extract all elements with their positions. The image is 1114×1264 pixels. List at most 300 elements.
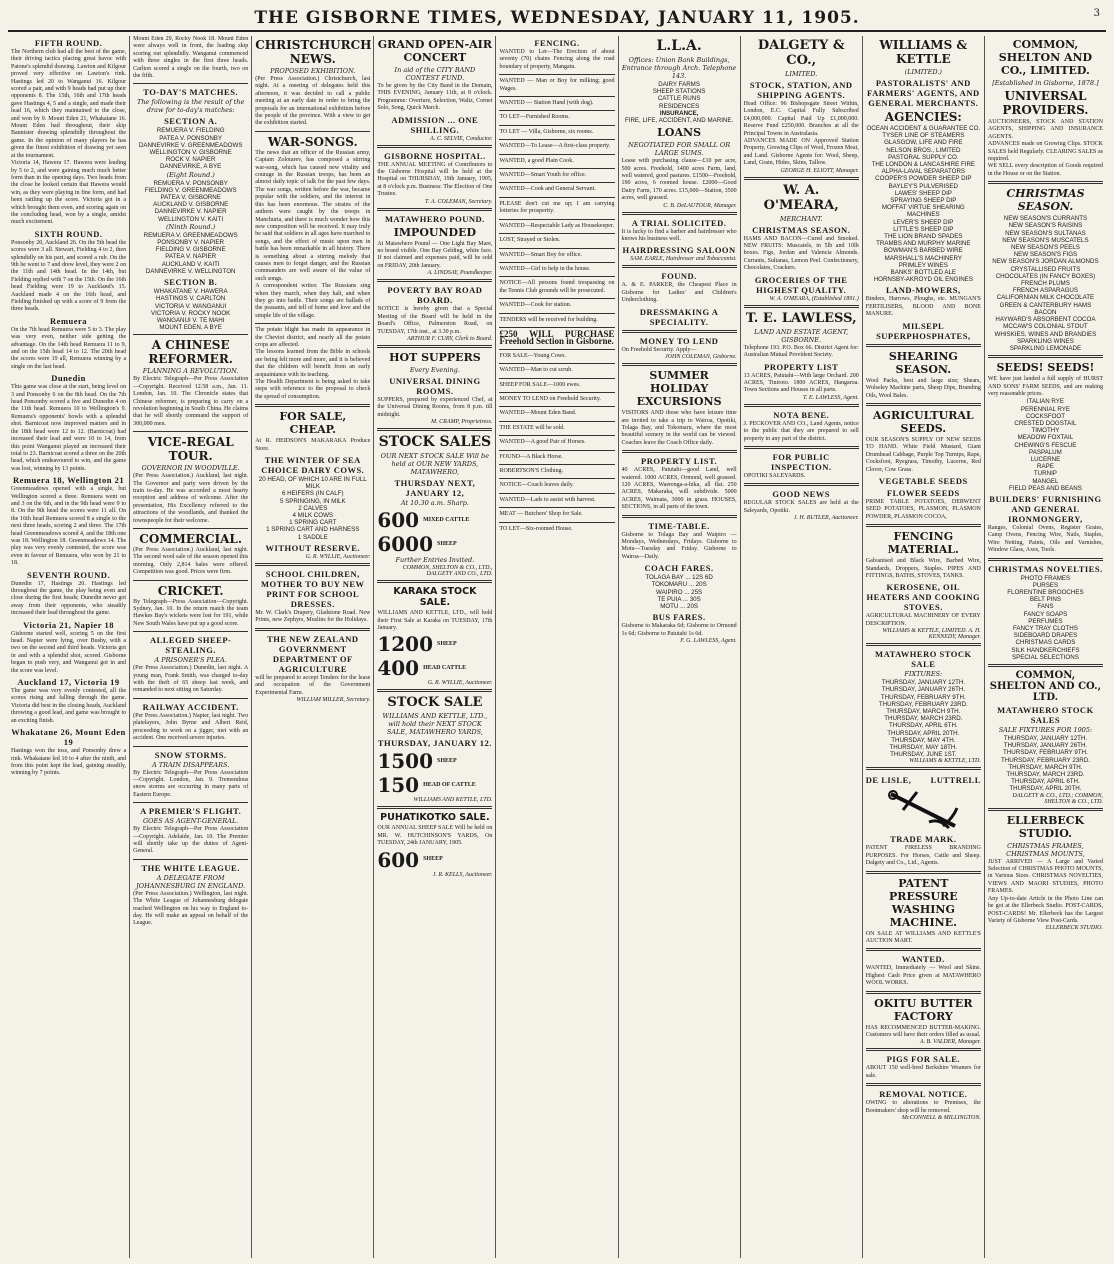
list-item: TIMOTHY xyxy=(1031,427,1060,435)
signature: T. A. COLEMAN, Secretary. xyxy=(425,198,493,205)
list-item: SPARKLING WINES xyxy=(1016,337,1074,345)
signature: WILLIAMS & KETTLE, LIMITED. A. H. KENNEDY, Manager. xyxy=(882,628,981,641)
ad-subtitle: NEGOTIATED FOR SMALL OR LARGE SUMS. xyxy=(628,141,731,158)
ad-subtitle: [Established in Gisborne, 1878.] xyxy=(992,79,1099,87)
ad-subtitle: In aid of the CITY BAND CONTEST FUND. xyxy=(394,66,476,82)
list-item: CATTLE RUNS xyxy=(657,95,701,103)
newspaper-title: THE GISBORNE TIMES, WEDNESDAY, JANUARY 11, 1905. xyxy=(254,8,860,28)
ad-text: AUCTIONEERS, STOCK AND STATION AGENTS, SHIPPING AND INSURANCE AGENTS. xyxy=(987,119,1103,140)
ad-text: OWING to alterations to Premises, the Bootmakers' shop will be removed. xyxy=(865,1100,981,1114)
list-item: SILK HANDKERCHIEFS xyxy=(1011,646,1080,654)
ad-text: Ranges, Colonial Ovens, Register Grates, Camp Ovens, Fencing Wire, Nails, Staples, Wire Netting, Paints, Oils and Varnishes, Window Glass, Axes, Tools. xyxy=(987,524,1103,554)
ad-title: AGRICULTURAL SEEDS. xyxy=(873,408,974,435)
list-item: THURSDAY, MARCH 9TH. xyxy=(1008,763,1083,771)
ad-text: At R. HEIDSON'S MAKARAKA Produce Store. xyxy=(255,438,371,452)
headline: A PREMIER'S FLIGHT. xyxy=(140,806,242,817)
lot-quantity: 1200 xyxy=(377,632,433,657)
headline: Dunedin xyxy=(51,373,86,384)
list-item: HAYWARD'S ABSORBENT COCOA xyxy=(995,316,1096,324)
list-item: FIRE, LIFE, ACCIDENT, AND MARINE. xyxy=(624,117,734,125)
sale-lot xyxy=(377,848,492,872)
list-item: TYSER LINE OF STEAMERS xyxy=(882,132,965,140)
list-item: NELSON BROS., LIMITED xyxy=(886,146,961,154)
ad-subtitle: (LIMITED.) xyxy=(904,68,942,76)
ad-title: REMOVAL NOTICE. xyxy=(879,1089,968,1100)
article-text: (Per Press Association.) Wellington, last night. The White League of Johannesburg delegate reached Wellington on his way to England to-day. He will make an appeal on behalf of the League. xyxy=(133,890,249,927)
ad-text: At Matawhero Pound — One Light Bay Mare, no brand visible. One Bay Gelding, white face. If not claimed and expenses paid, will be sold on FRIDAY, 20th January. xyxy=(377,240,493,269)
list-item: THURSDAY, JANUARY 26TH. xyxy=(1003,742,1088,750)
signature: T. E. LAWLESS, Agent. xyxy=(803,394,859,401)
list-item: WHAKATANE V. HAWERA xyxy=(153,288,228,296)
list-item: RESIDENCES xyxy=(658,102,700,110)
signature: J. R. KELLS, Auctioneer. xyxy=(432,871,493,878)
ad-text: Lease with purchasing clause—£10 per acre, 500 acres. Freehold, 1400 acres Farm, land, well watered, good pastures. £1500—Freehold, 190 acres, 6 roomed house. £2000—Good Dairy Farm, 170 acres. £15,000—Station, 3500 acres, well grassed. xyxy=(621,158,737,202)
ad-subtitle: PROPERTY LIST xyxy=(764,361,839,372)
list-item: MOTU ... 20S xyxy=(660,603,699,610)
list-item: SIDEBOARD DRAPES xyxy=(1013,632,1078,640)
ad-title: KARAKA STOCK SALE. xyxy=(393,586,477,609)
list-item: PERFUMES xyxy=(1028,617,1063,625)
list-item: FLORENTINE BROOCHES xyxy=(1007,589,1084,596)
ad-text: Gisborne to Tolaga Bay and Waipiro — Mondays, Wednesdays, Fridays. Gisborne to Motu—Tuesday and Friday. Gisborne to Wairoa—Daily. xyxy=(621,531,737,560)
list-item: HORNSBY-AKROYD OIL ENGINES xyxy=(873,276,973,284)
ad-title: MATAWHERO POUND. xyxy=(385,213,485,224)
signature: G. R. WYLLIE, Auctioneer. xyxy=(305,553,371,560)
lot-label: SHEEP xyxy=(437,540,457,547)
ad-title: FOR SALE, CHEAP. xyxy=(279,410,347,437)
classified-ad: WANTED to Let—The Erection of about seventy (70) chains Fencing along the road boundary of property, Mangatu. xyxy=(499,49,615,70)
list-item: ROCK V. NAPIER xyxy=(165,156,216,164)
ad-title: PUHATIKOTKO SALE. xyxy=(380,812,490,824)
classified-ad: MEAT — Butchers' Shop for Sale. xyxy=(499,511,583,518)
match-list xyxy=(133,232,248,275)
ad-title: HOT SUPPERS xyxy=(389,350,481,364)
list-item: THURSDAY, APRIL 6TH. xyxy=(888,722,958,730)
list-item: GREEN & CANTERBURY HAMS xyxy=(999,301,1092,309)
lot-label: HEAD OF CATTLE xyxy=(423,781,476,788)
ad-subtitle: CHRISTMAS FRAMES, CHRISTMAS MOUNTS, xyxy=(1006,841,1085,858)
fare-list xyxy=(622,574,737,610)
ad-title: GOOD NEWS xyxy=(772,489,831,500)
lot-label: HEAD CATTLE xyxy=(423,664,467,671)
classified-ad: WANTED—To Lease—A first-class property. xyxy=(499,143,611,150)
list-item: THURSDAY, APRIL 20TH. xyxy=(887,729,960,737)
ad-text: WE have just landed a full supply of HURST AND SONS' FARM SEEDS, and are making very reasonable prices. xyxy=(987,376,1103,397)
ad-title: BUS FARES. xyxy=(652,612,706,623)
classified-ad: WANTED — Man or Boy for milking; good Wages. xyxy=(499,78,615,92)
list-item: MOUNT EDEN, A BYE xyxy=(159,324,222,332)
columns xyxy=(8,36,1106,1258)
list-item: THURSDAY, APRIL 20TH. xyxy=(1009,785,1082,793)
list-item: WELLINGTON V. KAITI xyxy=(158,215,224,223)
column-7 xyxy=(741,36,863,1258)
column-3 xyxy=(252,36,374,1258)
list-item: WELLINGTON V. GISBORNE xyxy=(149,149,232,157)
list-item: TURNIP xyxy=(1033,470,1057,478)
list-item: 20 HEAD, OF WHICH 10 ARE IN FULL MILK xyxy=(258,476,367,491)
ad-text: 13 ACRES, Patutahi—With large Orchard. 200 ACRES, Tiniroto. 1800 ACRES, Hangaroa. Town Sections and Houses in all parts. xyxy=(743,372,859,394)
brand-right: LUTTRELL xyxy=(930,775,981,786)
sale-items xyxy=(255,476,370,541)
list-item: DANNEVIRKE V. GREENMEADOWS xyxy=(138,141,243,149)
ad-title: GRAND OPEN-AIR CONCERT xyxy=(377,38,492,64)
ad-text: J. PECKOVER AND CO., Land Agents, notice to the public that they are prepared to sell property in any part of the district. xyxy=(743,420,859,442)
list-item: VICTORIA V. WANGANUI xyxy=(155,302,227,310)
ad-subtitle: MERCHANT. xyxy=(779,214,823,223)
ad-title: FENCING MATERIAL. xyxy=(887,530,959,557)
list-item: 2 CALVES xyxy=(298,504,328,512)
list-item: BOWMAN'S BARBED WIRE xyxy=(883,247,963,255)
signature: F. G. LAWLESS, Agent. xyxy=(680,638,737,645)
ad-text: A. & E. PARKER, the Cheapest Place in Gisborne for Ladies' and Children's Underclothing. xyxy=(621,282,737,304)
signature: WILLIAM MILLER, Secretary. xyxy=(296,696,371,703)
classified-ad: FOUND—A Black Horse. xyxy=(499,453,563,460)
section-heading: FENCING. xyxy=(534,38,580,48)
list-item: SPECIAL SELECTIONS xyxy=(1012,653,1079,661)
list-item: CRYSTALLISED FRUITS xyxy=(1010,265,1081,273)
classified-ad: WANTED—Smart Youth for office. xyxy=(499,172,587,179)
classified-ad: WANTED, a good Plain Cook. xyxy=(499,157,574,164)
headline: FIFTH ROUND. xyxy=(34,38,103,48)
list-item: RAPE xyxy=(1037,463,1054,471)
ad-subtitle: THE WINTER OF SEA CHOICE DAIRY COWS. xyxy=(261,455,365,476)
ad-subtitle: MILSEPL SUPERPHOSPHATES, xyxy=(876,320,971,341)
ad-subtitle: LIMITED. xyxy=(785,70,818,78)
list-item: PATEA V. PONSONBY xyxy=(159,134,223,142)
classified-ad: TO LET — Villa, Gisborne, six rooms. xyxy=(499,128,594,135)
list-item: 5 SPRINGING, IN MILK xyxy=(279,497,346,505)
list-item: THURSDAY, APRIL 6TH. xyxy=(1011,778,1080,786)
ad-text: On Freehold Security. Apply— xyxy=(621,346,697,353)
list-item: 1 SADDLE xyxy=(297,533,328,541)
lot-quantity: 600 xyxy=(377,508,420,533)
sale-lot xyxy=(377,656,492,680)
ad-text: ON SALE AT WILLIAMS AND KETTLE'S AUCTION MART. xyxy=(865,930,981,945)
list-item: CALIFORNIAN MILK CHOCOLATE xyxy=(996,294,1095,302)
classified-ad: SHEEP FOR SALE—1000 ewes. xyxy=(499,381,581,388)
headline: CRICKET. xyxy=(157,583,224,598)
list-item: THURSDAY, MAY 4TH. xyxy=(891,736,956,744)
list-item: PATEA V. NAPIER xyxy=(165,253,217,261)
match-list xyxy=(133,288,248,331)
list-item: OCEAN ACCIDENT & GUARANTEE CO. xyxy=(866,125,981,132)
ad-title: CHRISTMAS SEASON. xyxy=(1006,187,1085,214)
headline: WAR-SONGS. xyxy=(267,134,358,149)
classified-ad: NOTICE—Coach leaves daily. xyxy=(499,482,574,489)
ad-title: UNIVERSAL DINING ROOMS. xyxy=(389,375,481,396)
article-text: On the 7th head Remuera were 5 to 3. The play was very even, neither side getting the advantage. On the 14th head Remuera 11 to 9, and on the 15th head 14 to 12. The 20th head the scores were 19 all, Remuera winning by a single on the last head. xyxy=(11,326,127,370)
signature: ELLERBECK STUDIO. xyxy=(1045,925,1103,932)
subhead: FLANNING A REVOLUTION. xyxy=(142,367,239,376)
headline: Victoria 21, Napier 18 xyxy=(23,619,114,630)
list-item: SPARKLING LEMONADE xyxy=(1009,344,1082,352)
column-2 xyxy=(130,36,252,1258)
list-item: THURSDAY, JANUARY 12TH. xyxy=(1003,735,1088,743)
column-6 xyxy=(619,36,741,1258)
list-item: THURSDAY, JANUARY 12TH. xyxy=(881,679,966,687)
list-item: PURSES xyxy=(1032,581,1059,589)
list-item: SPRAYING SHEEP DIP xyxy=(890,197,957,205)
subhead: A DELEGATE FROM JOHANNESBURG IN ENGLAND. xyxy=(136,873,246,890)
list-item: THURSDAY, JUNE 1ST. xyxy=(890,751,957,759)
list-item: SHEEP STATIONS xyxy=(652,88,706,96)
list-item: 6 HEIFERS (IN CALF) xyxy=(282,490,344,498)
ad-title: TIME-TABLE. xyxy=(648,520,710,531)
article-text: The lessons learned from the Bible in schools are being felt more and more, and it is believed that the children will benefit from an early acquaintance with its teaching. xyxy=(255,349,371,378)
classified-ad: TO LET—Furnished Rooms. xyxy=(499,114,570,121)
list-item: THURSDAY, MAY 18TH. xyxy=(889,744,958,752)
list-item: MOFFAT VIRTUE SHEARING MACHINES xyxy=(881,204,965,219)
ad-text: Mr. W. Clark's Drapery, Gladstone Road. New Prints, new Zephyrs, Muslins for the Holidays. xyxy=(255,609,371,624)
subhead: A PRISONER'S PLEA. xyxy=(154,656,227,665)
list-item: FANCY SOAPS xyxy=(1023,610,1068,618)
ad-text: Head Office: 96 Bishopsgate Street Within, London, E.C. Capital Fully Subscribed £4,000,000. Capital Paid Up £1,000,000. Reserve Fund £250,000. Branches at all the Principal Towns in Australasia. xyxy=(743,101,859,137)
ad-subtitle: WILLIAMS AND KETTLE, LTD., will hold their NEXT STOCK SALE, MATAWHERO YARDS, xyxy=(382,712,488,737)
fixture-list xyxy=(866,679,981,758)
sale-lot xyxy=(377,773,492,797)
ad-title: OKITU BUTTER FACTORY xyxy=(874,996,973,1023)
subhead: A TRAIN DISAPPEARS. xyxy=(152,760,230,769)
ad-note: WITHOUT RESERVE. xyxy=(265,542,360,553)
classified-ad: WANTED—Lads to assist with harvest. xyxy=(499,496,596,503)
list-item: FANCY TRAY CLOTHS xyxy=(1012,625,1078,633)
classified-ad: ROBERTSON'S Clothing. xyxy=(499,468,564,474)
article-text: This game was close at the start, being level on 3 and Ponsonby 6 on the 8th head. On the 7th head Ponsonby scored a five and Dunedin 4 on the 11th head. Remuera 10 to Wellington's 9. Remuera's opponents' bowls with a splendid shot. Barnicoat now improved matters and in the 18th head were 12 to 12. (Barnicoat) had increased their lead and were 10 to 14, from this point Wanganui played an increased their total to 23. Barnicoat scored a three on the 20th head, which endeavoured to win, and the game was lost, winning by 13 points. xyxy=(11,384,127,472)
ad-title: UNIVERSAL PROVIDERS. xyxy=(1002,89,1089,117)
headline: Whakatane 26, Mount Eden 19 xyxy=(11,727,126,748)
article-text: A correspondent writes: The Russians sing when they march, when they halt, and when they go into battle. Their songs are ballads of the peasants, and tell of home and love and the simple life of the village. xyxy=(255,283,371,319)
article-text: Hastings won the toss, and Ponsonby drew a rink. Whakatane led 10 to 4 after the ninth, and from this point kept the lead, gaining steadily, winning by 7 points. xyxy=(11,748,127,777)
classified-ad: TO LET—Six-roomed House. xyxy=(499,525,573,532)
list-item: BELT PINS xyxy=(1029,596,1061,604)
subhead: GOES AS AGENT-GENERAL. xyxy=(142,817,239,826)
signature: A. C. SELVIE, Conductor. xyxy=(430,135,493,142)
list-item: PHOTO FRAMES xyxy=(1020,574,1071,582)
list-item: COCKSFOOT xyxy=(1025,412,1066,420)
ad-title: PIGS FOR SALE. xyxy=(886,1054,960,1065)
ad-text: NOTICE is hereby given that a Special Meeting of the Board will be held in the Board's Office, Palmerston Road, on TUESDAY, 17th inst., at 3.30 p.m. xyxy=(377,306,493,335)
list-item: TRAMBS AND MURPHY MARINE xyxy=(876,240,971,248)
subhead: PROPOSED EXHIBITION. xyxy=(270,67,356,75)
ad-subtitle: FIXTURES: xyxy=(904,670,943,679)
list-item: ITALIAN RYE xyxy=(1026,398,1065,406)
ad-title: SEEDS! SEEDS! xyxy=(996,361,1095,375)
ad-text: REGULAR STOCK SALES are held at the Saleyards, Opotiki. xyxy=(743,500,859,514)
article-text: The game was very evenly contested, all the scores rising and falling through the game. Victoria did best in the closing heads, Auckland throwing a good lead, and game was brought to an exciting finish. xyxy=(11,688,127,724)
ad-title: FOR PUBLIC INSPECTION. xyxy=(770,451,832,472)
list-item: PATEA V. GISBORNE xyxy=(160,194,221,202)
ad-title: A TRIAL SOLICITED. xyxy=(631,217,727,228)
ad-subtitle: MATAWHERO STOCK SALES xyxy=(997,705,1094,726)
sale-date: THURSDAY, JANUARY 12. xyxy=(377,738,492,749)
ad-text: SUPPERS, prepared by experienced Chef, at the Universal Dining Rooms, from 8 p.m. till midnight. xyxy=(377,396,493,418)
ad-title: WILLIAMS & KETTLE xyxy=(879,38,968,66)
list-item: FIELDING V. GREENMEADOWS xyxy=(144,186,237,194)
signature: GEORGE H. ELIOTT, Manager. xyxy=(780,167,859,174)
headline: ALLEGED SHEEP-STEALING. xyxy=(149,635,232,656)
lot-quantity: 600 xyxy=(377,847,420,872)
lot-quantity: 150 xyxy=(377,773,420,798)
article-text: Dunedin 17, Hastings 20. Hastings led throughout the game, the play being even and close during the first heads; Dunedin never got away from their opponents, who steadily increased their lead throughout the game. xyxy=(11,580,127,617)
list-item: THURSDAY, FEBRUARY 9TH. xyxy=(1003,749,1088,757)
section-heading: SECTION B. xyxy=(164,277,218,288)
ad-title: MATAWHERO STOCK SALE xyxy=(875,649,972,670)
classified-ad: WANTED—Man to cut scrub. xyxy=(499,367,573,374)
list-item: THURSDAY, FEBRUARY 9TH. xyxy=(880,693,966,701)
headline: CHRISTCHURCH NEWS. xyxy=(255,38,372,66)
brand-names xyxy=(866,773,981,786)
ad-text: THE ANNUAL MEETING of Contributors to the Gisborne Hospital will be held at the Hospital on THURSDAY, 19th January, 1905, at 8 o'clock p.m. Business: The Election of One Trustee. xyxy=(377,161,493,198)
page-number: 3 xyxy=(1093,8,1100,19)
match-list xyxy=(133,127,248,170)
ad-note: ADMISSION ... ONE SHILLING. xyxy=(391,114,479,135)
list-item: MANGEL xyxy=(1032,477,1059,485)
list-item: CHOCOLATES (IN FANCY BOXES) xyxy=(995,272,1096,280)
list-item: WHISKIES, WINES AND BRANDIES xyxy=(994,330,1097,338)
list-item: THE LONDON & LANCASHIRE FIRE xyxy=(871,161,976,169)
article-text: By Electric Telegraph—Per Press Association—Copyright. Received 12.58 a.m., Jan. 11. London, Jan. 10. The Chronicle states that Chinese reformer, is preparing to carry on a revolution beginning in South China. He claims that he will shortly command the support of 300,000 men. xyxy=(133,376,249,427)
ad-text: HAMS AND BACON—Cured and Smoked. NEW FRUITS: Muscatels, in 5lb and 10lb boxes. Figs, Jordan and Valencia Almonds. Currants, Sultanas, Lemon Peel. Confectionery, Chocolates, Crackers. xyxy=(743,235,859,272)
ad-text: WE SELL every description of Goods required in the House or on the Station. xyxy=(987,163,1103,177)
classified-ad: TENDERS will be received for building. xyxy=(499,316,598,323)
ad-text: Telephone 193. P.O. Box 66. District Agent for: Australian Mutual Provident Society. xyxy=(743,344,859,359)
list-item: THURSDAY, JANUARY 26TH. xyxy=(881,686,966,694)
match-list xyxy=(133,180,248,223)
list-item: MCCAW'S COLONIAL STOUT xyxy=(1003,323,1088,331)
list-item: BAYLEY'S PULVERISED xyxy=(888,182,959,190)
anchor-icon xyxy=(883,788,963,832)
ad-title: SUMMER HOLIDAY EXCURSIONS xyxy=(636,369,722,409)
article-text: By Telegraph—Press Association—Copyright. Sydney, Jan. 10. In the return match the team Hawkes Bay's wickets were lost for 191, while New South Wales have put up a good score. xyxy=(133,598,249,627)
ad-title: STOCK SALES xyxy=(378,434,492,451)
classified-ad: NOTICE—All persons found trespassing on the Tennis Club grounds will be prosecuted. xyxy=(499,280,615,294)
column-1 xyxy=(8,36,130,1258)
ad-subtitle: DRESSMAKING A SPECIALITY. xyxy=(639,306,719,327)
novelty-list xyxy=(988,575,1103,661)
article-text: The Health Department is being asked to take steps with reference to the proposal to check the spread of consumption. xyxy=(255,379,371,400)
list-item: 4 MILK COWS xyxy=(292,512,334,520)
signature: W. A. O'MEARA, (Established 1891.) xyxy=(769,295,859,302)
ad-text: WILLIAMS AND KETTLE, LTD., will hold their First Sale at Karaka on TUESDAY, 17th January. xyxy=(377,610,493,631)
ad-title: ELLERBECK STUDIO. xyxy=(1006,813,1085,840)
headline: Remuera xyxy=(50,315,88,326)
ad-subtitle: LAND-MOWERS, xyxy=(885,285,961,296)
list-item: PASPALUM xyxy=(1029,448,1062,456)
list-item: DANNEVIRKE V. NAPIER xyxy=(154,208,227,216)
ad-title: SHEARING SEASON. xyxy=(888,349,958,376)
classified-ad: WANTED—Cook and General Servant. xyxy=(499,186,596,193)
article-text: Greenmeadows opened with a single, but Wellington scored a three. Remuera went on and 3 on the 6th, and in the 9th head were 9 to 8. On the 9th head the scores were 11 all. On the 16th head Remuera scored 8 a single to the next three heads, scoring 2 and three. The 17th head Greenmeadows scored 4, and the 18th one was 18. Wellington 18. Greenmeadows 14. The play was very evenly contested, the score was even in favour of Remuera, who won by 21 to 18. xyxy=(11,486,127,567)
headline: TO-DAY'S MATCHES. xyxy=(143,87,239,98)
list-item: PASTORAL SUPPLY CO. xyxy=(888,153,959,161)
article-text: By Electric Telegraph—Per Press Association—Copyright. London, Jan. 9. Tremendous snow storms are occurring in many parts of Eastern Europe. xyxy=(133,769,249,798)
subhead: GOVERNOR IN WOODVILLE. xyxy=(141,464,240,473)
article-text: (Per Press Association.) Christchurch, last night. At a meeting of delegates held this afternoon, it was decided to call a public meeting at an early date in order to bring the proposals for an international exhibition before the people of the province. With a view to get the exhibition started. xyxy=(255,76,371,127)
ad-text: Galvanised and Black Wire, Barbed Wire, Standards, Droppers, Staples. PIPES AND FITTINGS, BATHS, STOVES, TANKS. xyxy=(865,558,981,579)
ad-subtitle: VEGETABLE SEEDS xyxy=(878,475,968,486)
list-item: THURSDAY, MARCH 9TH. xyxy=(886,708,961,715)
headline: A CHINESE REFORMER. xyxy=(148,338,233,367)
signature: C. B. DeLAUTOUR, Manager. xyxy=(663,202,737,209)
list-item: 1 SPRING CART xyxy=(289,519,337,527)
ad-text: Wool Packs, best and large size; Shears, Wolseley Machine parts, Sheep Dips, Branding Oils, Wool Bales. xyxy=(865,377,981,399)
headline: SIXTH ROUND. xyxy=(34,228,103,239)
ad-title: PATENT PRESSURE WASHING MACHINE. xyxy=(889,876,958,929)
article-text: (Per Press Association.) Auckland, last night. The second wool sale of the season opened this morning. Only 2,814 bales were offered. Competition was good. Prices were firm. xyxy=(133,547,249,576)
sale-time: At 10.30 a.m. Sharp. xyxy=(400,499,469,508)
ad-title: FOUND. xyxy=(661,271,697,282)
ad-text: OPOTIKI SALEYARDS. xyxy=(743,472,806,479)
signature: DALGETY & CO., LTD.; COMMON, SHELTON & CO., LTD. xyxy=(1012,792,1103,805)
ad-title: MONEY TO LEND xyxy=(639,335,719,346)
list-item: THURSDAY, MARCH 23RD. xyxy=(1006,771,1085,779)
list-item: MARSHALL'S MACHINERY xyxy=(884,254,963,262)
ad-title: HAIRDRESSING SALOON xyxy=(622,245,736,256)
ad-subtitle: Every Evening. xyxy=(409,365,460,374)
article-text: Victoria 14, Hawera 17. Hawera were leading by 5 to 2, and were gaining much much better form than in the opening days. Two heads from the close he looked certain that Hawera would win, as they were playing in fine form, and had been rattling up the score. Victoria got in a which brought them even, and scoring again on the concluding head, won by a single, amidst much excitement. xyxy=(11,160,127,226)
list-item: PONSONBY V. NAPIER xyxy=(157,239,225,247)
classified-ad: LOST, Strayed or Stolen. xyxy=(499,237,561,244)
signature: SAM. EARLE, Hairdresser and Tobacconist. xyxy=(630,256,737,263)
signature: WILLIAMS & KETTLE, LTD. xyxy=(909,758,981,765)
ad-subtitle: OUR NEXT STOCK SALE Will be held at OUR NEW YARDS, MATAWHERO, xyxy=(380,452,490,477)
ad-subtitle: IMPOUNDED xyxy=(393,225,477,239)
ad-text: VISITORS AND those who have leisure time are invited to take a trip to Wairoa, Opotiki, Tolaga Bay, and Tokomaru, where the most beautiful scenery in the world can be viewed. Coaches leave the Coach Office daily. xyxy=(621,410,737,446)
classified-ad: WANTED—Cook for station. xyxy=(499,302,572,309)
ad-title: NOTA BENE. xyxy=(773,409,830,420)
column-9 xyxy=(985,36,1106,1258)
ad-subtitle: PASTORALISTS' AND FARMERS' AGENTS, AND GENERAL MERCHANTS. xyxy=(867,78,980,108)
article-text: (Per Press Association.) Dunedin, last night. A young man, Frank Smith, was charged to-day with the theft of 65 sheep last week, and remanded to next sitting on Saturday. xyxy=(133,665,249,694)
signature: McCONNELL & MILLINGTON. xyxy=(901,1115,981,1122)
list-item: NEW SEASON'S FIGS xyxy=(1013,251,1078,259)
ad-text: Any Up-to-date Article in the Photo Line can be got at the Ellerbeck Studio. POST-CARDS, POST-CARDS! Mr. Ellerbeck has the Largest Variety of Gisborne View Post-Cards. xyxy=(987,895,1103,924)
ad-text: ABOUT 150 well-bred Berkshire Weaners for sale. xyxy=(865,1065,981,1079)
list-item: HASTINGS V. CARLTON xyxy=(155,295,226,303)
list-item: 1 SPRING CART AND HARNESS xyxy=(266,526,360,534)
classified-ad: WANTED — Station Hand (with dog). xyxy=(499,100,594,107)
ad-title: STOCK SALE xyxy=(387,695,483,711)
article-text: By Electric Telegraph—Per Press Association—Copyright. Adelaide, Jan. 10. The Premier will shortly take up the duties of Agent-General. xyxy=(133,826,249,855)
ad-title: PROPERTY LIST. xyxy=(641,456,718,467)
ad-title: W. A. O'MEARA, xyxy=(763,182,839,213)
list-item: NEW SEASON'S SULTANAS xyxy=(1005,229,1086,237)
list-item: PRIMLEY WINES xyxy=(898,261,948,269)
list-item: NEW SEASON'S PEELS xyxy=(1010,244,1080,252)
ad-title: CHRISTMAS NOVELTIES. xyxy=(988,563,1103,574)
ad-title: COACH FARES. xyxy=(644,563,714,574)
ad-title: POVERTY BAY ROAD BOARD. xyxy=(387,285,483,306)
ad-subtitle: GROCERIES OF THE HIGHEST QUALITY. xyxy=(754,274,848,295)
ad-subtitle: LAND AND ESTATE AGENT, GISBORNE. xyxy=(754,327,849,344)
lot-label: SHEEP xyxy=(423,856,443,863)
ad-text: Gisborne to Makaraka 6d; Gisborne to Ormond 1s 6d; Gisborne to Patutahi 1s 6d. xyxy=(621,623,737,637)
list-item: WANGANUI V. TE MAHI xyxy=(156,316,225,324)
headline: COMMERCIAL. xyxy=(139,532,243,546)
ad-text: OUR SEASON'S SUPPLY OF NEW SEEDS TO HAND. White Field Mustard, Giant Drumhead Cabbage, Purple Top Turnips, Rape, Cocksfoot, Ryegrass, Timothy, Lucerne, Red Clover, Cow Grass. xyxy=(865,436,981,473)
headline: SNOW STORMS. xyxy=(154,749,227,760)
ad-title: DALGETY & CO., xyxy=(757,38,845,68)
classified-ad: FOR SALE—Young Cows. xyxy=(499,352,567,359)
ad-title: COMMON, SHELTON AND CO., LTD. xyxy=(989,670,1102,704)
list-item: TOLAGA BAY ... 12S 6D xyxy=(645,574,713,582)
list-item: THURSDAY, FEBRUARY 23RD. xyxy=(1000,756,1090,764)
ad-note: Further Entries Invited. xyxy=(395,556,475,565)
section-heading: (Eight Round.) xyxy=(166,170,215,179)
list-item: CHRISTMAS CARDS xyxy=(1015,639,1076,647)
list-item: NEW SEASON'S CURRANTS xyxy=(1003,215,1088,223)
article-text: Ponsonby 20, Auckland 26. On the 5th head the scores were 3 all. Stewart, Fielding 4 to 2, then splendidly on his part, and scored a rub. On the 9th he went to 7 and drew level, they were 2 on the 11th and 14th head. In the 14th, but Fielding replied with 7 on the 15th. On the 16th head Fielding were 19 to Auckland's 15. Auckland made 4 on the 16th head, and Fielding finished up with a score of 9 from the three heads. xyxy=(11,239,127,313)
